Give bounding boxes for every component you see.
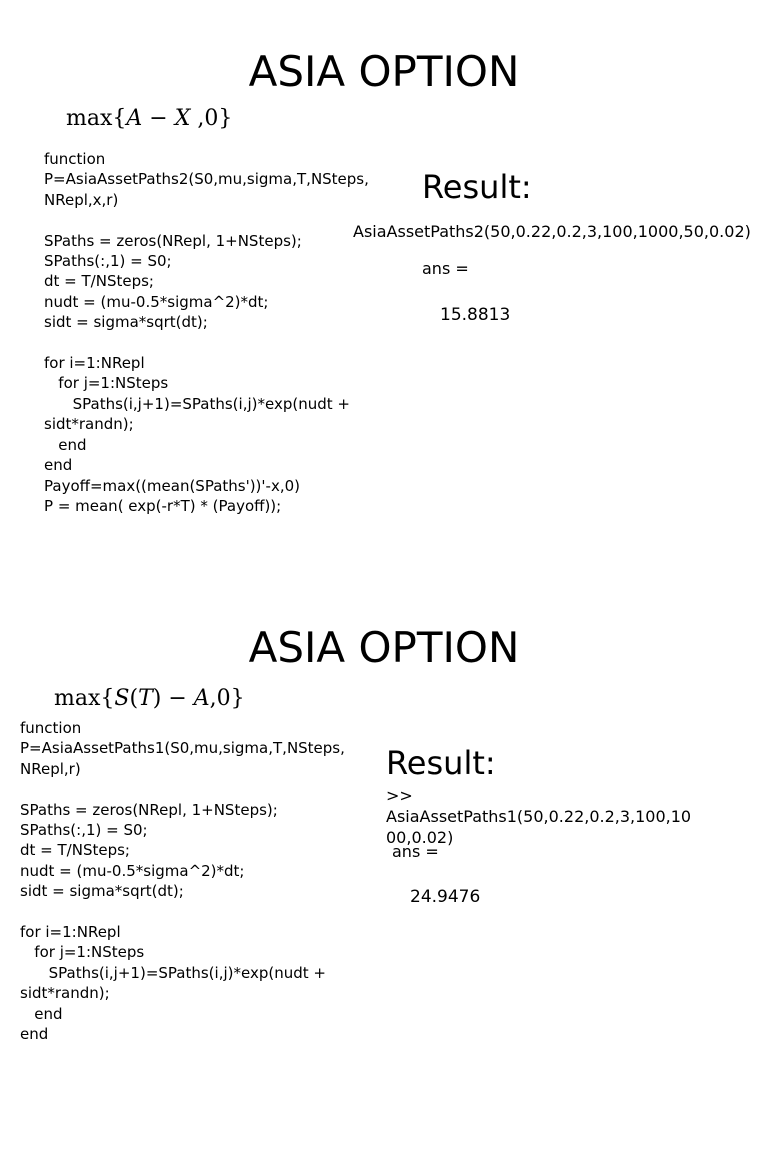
code-block: function P=AsiaAssetPaths1(S0,mu,sigma,T,NSteps, NRepl,r) SPaths = zeros(NRepl, 1+NSteps); SPaths(:,1) = S0; dt = T/NSteps; nudt = (mu-0.5*sigma^2)*dt; sidt = sigma*sqrt(dt); for i=1:NRepl for j=1:NSteps SPaths(i,j+1)=SPaths(i,j)*exp(nudt + sidt*randn); end end: [20, 719, 345, 1044]
result-value: 15.8813: [440, 305, 511, 325]
code-block: function P=AsiaAssetPaths2(S0,mu,sigma,T,NSteps, NRepl,x,r) SPaths = zeros(NRepl, 1+NSteps); SPaths(:,1) = S0; dt = T/NSteps; nudt = (mu-0.5*sigma^2)*dt; sidt = sigma*sqrt(dt); for i=1:NRepl for j=1:NSteps SPaths(i,j+1)=SPaths(i,j)*exp(nudt + sidt*randn); end end Payoff=max((mean(SPaths'))'-x,0) P = mean( exp(-r*T) * (Payoff));: [44, 150, 369, 515]
result-call: >> AsiaAssetPaths1(50,0.22,0.2,3,100,10 00,0.02): [386, 786, 692, 847]
formula-variable-a: A: [126, 106, 143, 131]
payoff-formula: [54, 686, 245, 712]
formula-variable-s: S: [114, 686, 130, 711]
result-call: AsiaAssetPaths2(50,0.22,0.2,3,100,1000,50,0.02): [353, 222, 751, 241]
result-value: 24.9476: [410, 887, 481, 907]
result-heading: Result:: [386, 744, 496, 782]
slide-title: ASIA OPTION: [248, 623, 520, 672]
formula-suffix: ,0}: [209, 686, 245, 711]
result-ans-label: ans =: [392, 842, 439, 861]
slide-title: ASIA OPTION: [248, 47, 520, 96]
payoff-formula: [66, 106, 232, 132]
result-heading: Result:: [422, 168, 532, 206]
formula-variable-a: A: [193, 686, 210, 711]
formula-paren-close: ): [152, 686, 162, 711]
formula-variable-x: X: [174, 106, 191, 131]
formula-operator: −: [161, 686, 194, 711]
formula-suffix: ,0}: [190, 106, 233, 131]
slide-asia-option-2: [0, 576, 768, 1152]
formula-paren-open: (: [129, 686, 139, 711]
formula-prefix: max{: [66, 106, 127, 131]
formula-prefix: max{: [54, 686, 115, 711]
formula-operator: −: [142, 106, 175, 131]
result-ans-label: ans =: [422, 259, 469, 278]
formula-variable-t: T: [138, 686, 153, 711]
